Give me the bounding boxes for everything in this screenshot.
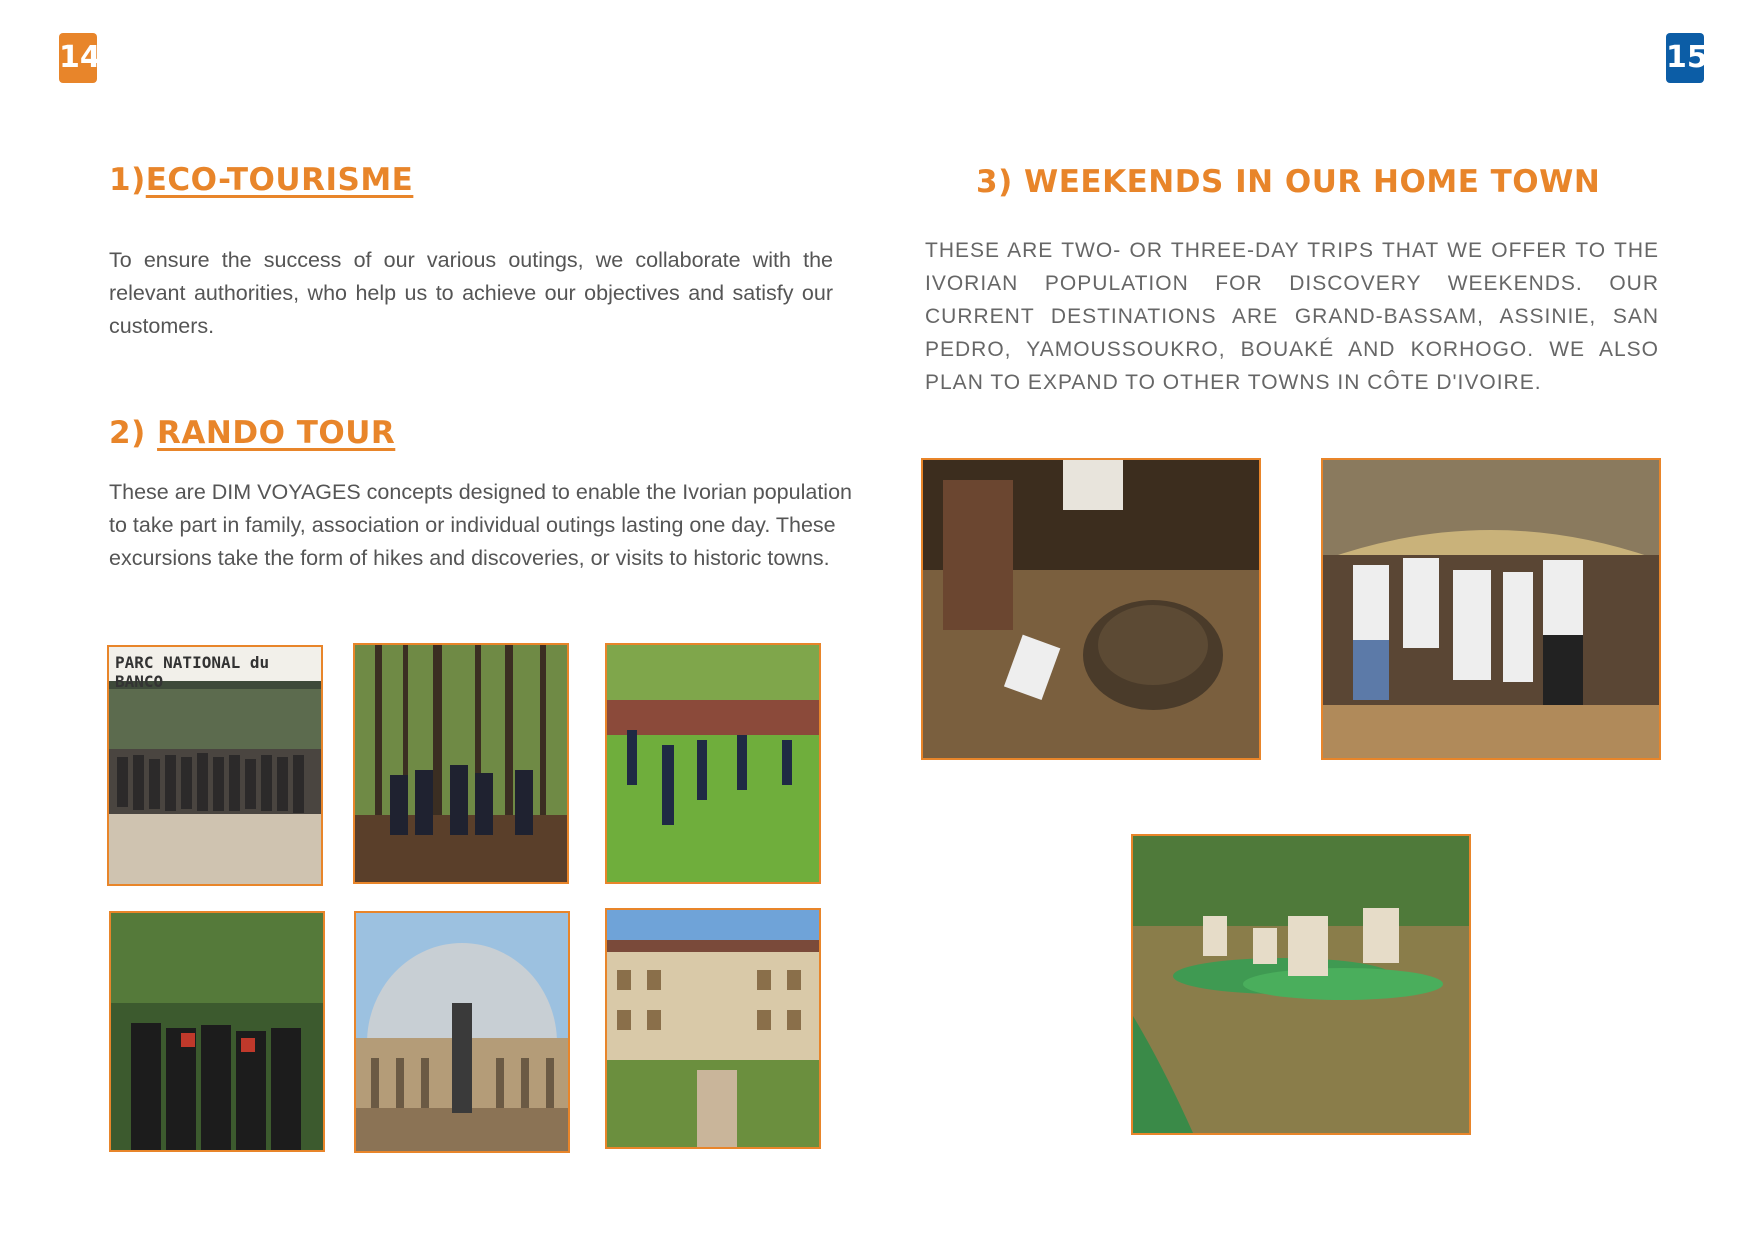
weekends-text: THESE ARE TWO- OR THREE-DAY TRIPS THAT WE OFFER TO THE IVORIAN POPULATION FOR DISCOVERY WEEKENDS. OUR CURRENT DESTINATIONS ARE GRAND-BASSAM, ASSINIE, SAN PEDRO, YAMOUSSOUKRO, BOUAKÉ AND KORHOGO. WE ALSO PLAN TO EXPAND TO OTHER TOWNS IN CÔTE D'IVOIRE. <box>925 239 1659 394</box>
photo-forest-group-walk <box>109 911 325 1152</box>
photo-stretching-field <box>605 643 821 884</box>
park-sign-text: PARC NATIONAL du BANCO <box>115 653 270 691</box>
section-number: 1) <box>109 162 146 198</box>
section-title: ECO-TOURISME <box>145 162 414 198</box>
page-number-left: 14 <box>59 33 97 83</box>
photo-colonial-building <box>605 908 821 1149</box>
photo-forest-hike <box>353 643 569 884</box>
section-title: WEEKENDS IN OUR HOME TOWN <box>1024 164 1601 200</box>
page-number-right: 15 <box>1666 33 1704 83</box>
heading-weekends <box>976 164 1600 200</box>
heading-rando-tour <box>109 415 395 451</box>
section-number: 3) <box>976 164 1013 200</box>
photo-banco-park-group <box>107 645 323 886</box>
section-title: RANDO TOUR <box>157 415 396 451</box>
photo-sea-turtle <box>921 458 1261 760</box>
eco-tourisme-text: To ensure the success of our various outings, we collaborate with the relevant authorities, who help us to achieve our objectives and satisfy our customers. <box>109 248 833 338</box>
rando-tour-text: These are DIM VOYAGES concepts designed to enable the Ivorian population to take part in family, association or individual outings lasting one day. These excursions take the form of hikes and discoveries, or visits to historic towns. <box>109 480 852 570</box>
photo-canoes-river <box>1131 834 1471 1135</box>
photo-basilica-dome <box>354 911 570 1153</box>
section-number: 2) <box>109 415 146 451</box>
photo-hut-group <box>1321 458 1661 760</box>
heading-eco-tourisme <box>109 162 413 198</box>
